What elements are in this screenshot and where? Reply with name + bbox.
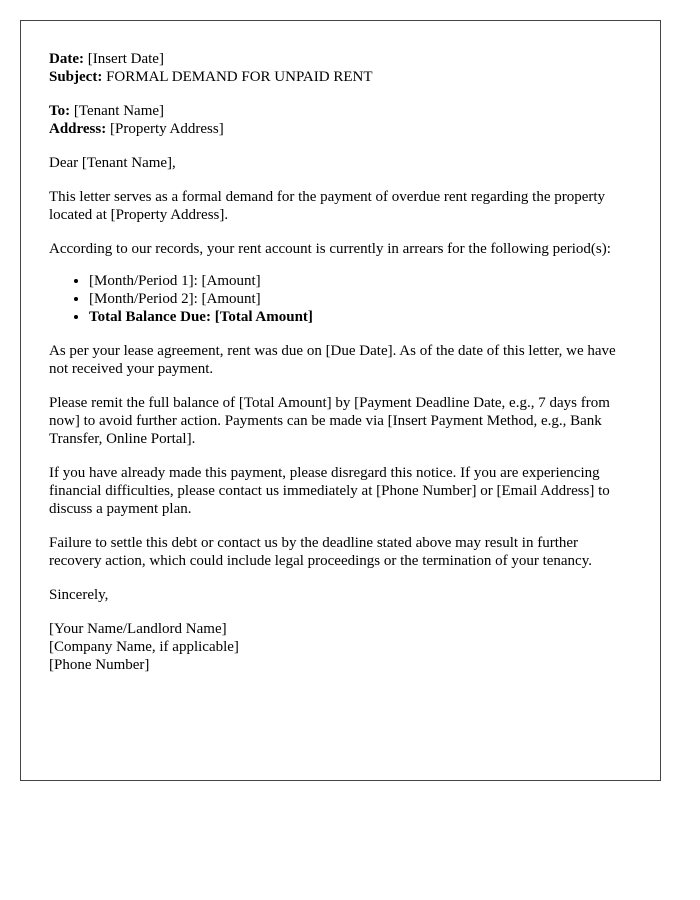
signature-phone: [Phone Number] [49, 657, 150, 673]
total-balance-item: • Total Balance Due: [Total Amount] [89, 308, 632, 326]
intro-paragraph: This letter serves as a formal demand for the payment of overdue rent regarding the property located at [Property Address]. [49, 189, 606, 223]
to-label: To: [49, 103, 71, 119]
address-label: Address: [49, 121, 107, 137]
lease-paragraph: As per your lease agreement, rent was due on [Due Date]. As of the date of this letter, we have not received your payment. [49, 343, 616, 377]
failure-paragraph: Failure to settle this debt or contact us by the deadline stated above may result in further recovery action, which could include legal proceedings or the termination of your tenancy. [49, 535, 592, 569]
address-line [49, 120, 632, 138]
signature-name: [Your Name/Landlord Name] [49, 621, 227, 637]
subject-value: FORMAL DEMAND FOR UNPAID RENT [106, 69, 373, 85]
signature-company: [Company Name, if applicable] [49, 639, 239, 655]
date-line [49, 50, 632, 68]
letter-document [20, 20, 661, 781]
subject-label: Subject: [49, 69, 103, 85]
records-paragraph: According to our records, your rent account is currently in arrears for the following period(s): [49, 241, 611, 257]
arrears-list [49, 272, 632, 326]
remit-paragraph: Please remit the full balance of [Total Amount] by [Payment Deadline Date, e.g., 7 days from now] to avoid further action. Payments can be made via [Insert Payment Method, e.g., Bank Transfer, Online Portal]. [49, 395, 610, 447]
closing: Sincerely, [49, 587, 109, 603]
address-value: [Property Address] [109, 121, 224, 137]
subject-line [49, 68, 632, 86]
list-item: • [Month/Period 2]: [Amount] [89, 290, 632, 308]
already-paid-paragraph: If you have already made this payment, please disregard this notice. If you are experiencing financial difficulties, please contact us immediately at [Phone Number] or [Email Address] to discuss a payment plan. [49, 465, 610, 517]
salutation: Dear [Tenant Name], [49, 155, 176, 171]
list-item: • [Month/Period 1]: [Amount] [89, 272, 632, 290]
spacer [49, 86, 632, 102]
date-value: [Insert Date] [87, 51, 164, 67]
to-line [49, 102, 632, 120]
date-label: Date: [49, 51, 84, 67]
to-value: [Tenant Name] [73, 103, 165, 119]
